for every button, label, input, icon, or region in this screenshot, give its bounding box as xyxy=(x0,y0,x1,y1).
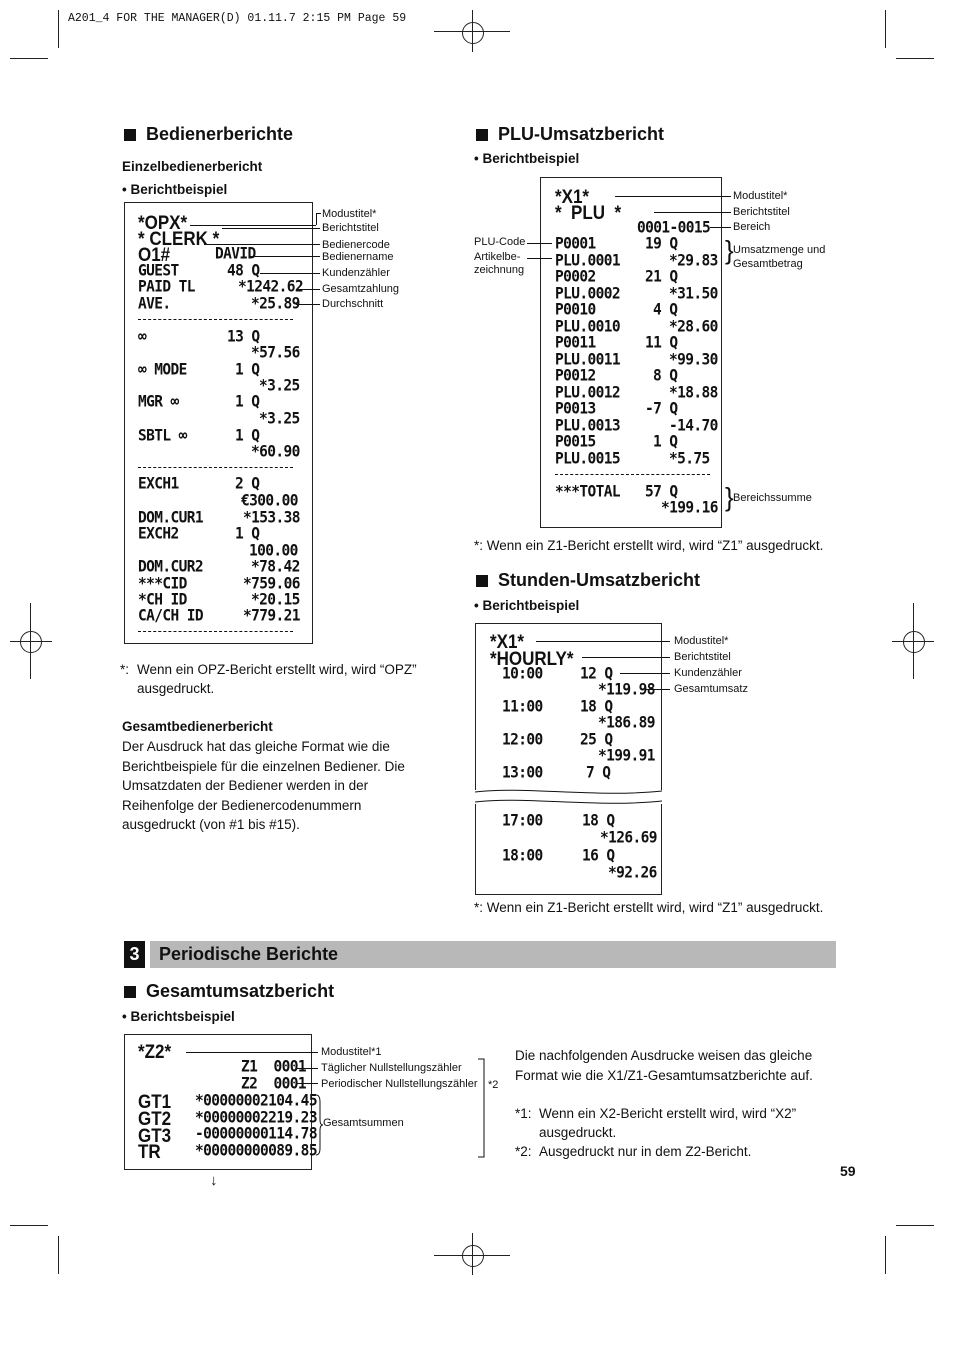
receipt-line: 11 Q xyxy=(645,334,678,352)
receipt-line: *31.50 xyxy=(669,285,718,303)
square-bullet-icon xyxy=(124,129,136,141)
hourly-receipt xyxy=(475,623,662,895)
label-durchschnitt: Durchschnitt xyxy=(322,298,384,310)
receipt-line: 1 Q xyxy=(653,433,678,451)
receipt-line: DOM.CUR2 xyxy=(138,558,204,576)
receipt-line: P0012 xyxy=(555,367,596,385)
callout-line xyxy=(260,273,320,274)
note-text: ausgedruckt. xyxy=(137,681,215,696)
crop-mark xyxy=(10,1225,48,1226)
registration-line xyxy=(434,31,510,32)
section-title-stunden xyxy=(476,570,700,591)
section-title-bedienerberichte xyxy=(124,124,293,145)
receipt-line: PLU.0010 xyxy=(555,318,621,336)
receipt-line: 100.00 xyxy=(249,542,298,560)
receipt-divider xyxy=(555,474,710,475)
receipt-line: -00000000114.78 xyxy=(195,1125,317,1143)
receipt-line: *28.60 xyxy=(669,318,718,336)
label-modustitel: Modustitel*1 xyxy=(321,1046,382,1058)
plu-receipt xyxy=(540,177,722,528)
receipt-line: 17:00 xyxy=(502,812,543,830)
receipt-line: Z1 0001 xyxy=(241,1058,307,1076)
receipt-line: *25.89 xyxy=(251,295,300,313)
section-title-plu xyxy=(476,124,664,145)
label-bereichssumme: Bereichssumme xyxy=(733,492,812,504)
z2-receipt xyxy=(124,1034,317,1170)
receipt-line: 4 Q xyxy=(653,301,678,319)
receipt-divider xyxy=(138,631,293,632)
bullet-berichtbeispiel: • Berichtbeispiel xyxy=(474,598,580,613)
registration-mark xyxy=(20,631,42,653)
label-modustitel: Modustitel* xyxy=(322,208,377,220)
callout-line xyxy=(186,1052,318,1053)
receipt-line: *29.83 xyxy=(669,252,718,270)
receipt-line: DAVID xyxy=(215,245,256,263)
receipt-line: *3.25 xyxy=(259,377,300,395)
paragraph-line: Format wie die X1/Z1-Gesamtumsatzberichte auf. xyxy=(515,1067,813,1083)
label-bedienername: Bedienername xyxy=(322,251,394,263)
note-text: Wenn ein OPZ-Bericht erstellt wird, wird “OPZ” xyxy=(137,662,417,677)
section-number: 3 xyxy=(124,941,145,968)
receipt-line: 2 Q xyxy=(235,475,260,493)
receipt-line: *OPX* xyxy=(138,212,188,234)
receipt-line: 57 Q xyxy=(645,483,678,501)
hourly-note: *: Wenn ein Z1-Bericht erstellt wird, wird “Z1” ausgedruckt. xyxy=(474,900,824,915)
label-star2: *2 xyxy=(488,1079,499,1091)
label-plu-code: PLU-Code xyxy=(474,236,526,248)
receipt-line: * PLU * xyxy=(555,202,622,224)
square-bullet-icon xyxy=(476,575,488,587)
receipt-line: *779.21 xyxy=(243,607,300,625)
receipt-line: PLU.0015 xyxy=(555,450,621,468)
callout-line xyxy=(296,304,320,305)
label-bereich: Bereich xyxy=(733,221,771,233)
crop-mark xyxy=(58,10,59,48)
paragraph-line: Umsatzdaten der Bediener werden in der xyxy=(122,778,369,793)
registration-mark xyxy=(462,1245,484,1267)
paragraph-line: ausgedruckt (von #1 bis #15). xyxy=(122,817,300,832)
receipt-line: O1# xyxy=(138,244,171,266)
receipt-line: *99.30 xyxy=(669,351,718,369)
gesamt-body xyxy=(515,1046,813,1085)
receipt-line: *20.15 xyxy=(251,591,300,609)
callout-line xyxy=(250,256,320,257)
callout-line xyxy=(646,689,670,690)
receipt-line: *00000002104.45 xyxy=(195,1092,317,1110)
receipt-line: GT2 xyxy=(138,1108,172,1130)
registration-mark xyxy=(462,22,484,44)
crop-mark xyxy=(58,1236,59,1274)
bullet-berichtbeispiel: • Berichtbeispiel xyxy=(122,182,228,197)
receipt-line: *78.42 xyxy=(251,558,300,576)
receipt-line: SBTL ∞ xyxy=(138,427,187,445)
receipt-line: *199.91 xyxy=(598,747,655,765)
callout-line xyxy=(222,228,320,229)
callout-line xyxy=(316,213,317,225)
receipt-line: PLU.0012 xyxy=(555,384,621,402)
receipt-line: *153.38 xyxy=(243,509,300,527)
receipt-line: 13 Q xyxy=(227,328,260,346)
receipt-line: GT1 xyxy=(138,1091,172,1113)
receipt-line: P0010 xyxy=(555,301,596,319)
receipt-line: 25 Q xyxy=(580,731,613,749)
receipt-line: *00000002219.23 xyxy=(195,1109,317,1127)
label-gesamtsummen: Gesamtsummen xyxy=(323,1117,404,1129)
label-berichtstitel: Berichtstitel xyxy=(322,222,379,234)
label-berichtstitel: Berichtstitel xyxy=(733,206,790,218)
receipt-line: 48 Q xyxy=(227,262,260,280)
callout-line xyxy=(296,289,320,290)
label-umsatzmenge: Umsatzmenge und xyxy=(733,244,826,256)
subtitle-einzel: Einzelbedienerbericht xyxy=(122,159,263,174)
receipt-line: *759.06 xyxy=(243,575,300,593)
receipt-line: DOM.CUR1 xyxy=(138,509,204,527)
receipt-line: PLU.0001 xyxy=(555,252,621,270)
receipt-line: *1242.62 xyxy=(238,278,304,296)
callout-line xyxy=(296,1083,318,1084)
receipt-line: *92.26 xyxy=(608,864,657,882)
label-berichtstitel: Berichtstitel xyxy=(674,651,731,663)
note-star: *: xyxy=(120,662,130,677)
receipt-line: *57.56 xyxy=(251,344,300,362)
square-bullet-icon xyxy=(476,129,488,141)
bracket-icon xyxy=(477,1058,489,1158)
receipt-line: *CH ID xyxy=(138,591,187,609)
receipt-line: 18 Q xyxy=(582,812,615,830)
receipt-line: 16 Q xyxy=(582,847,615,865)
registration-line xyxy=(472,1233,473,1275)
label-gesamtbetrag: Gesamtbetrag xyxy=(733,258,803,270)
registration-mark xyxy=(903,631,925,653)
receipt-line: 10:00 xyxy=(502,665,543,683)
tear-mark-icon xyxy=(475,786,662,808)
receipt-line: 13:00 xyxy=(502,764,543,782)
receipt-divider xyxy=(138,319,293,320)
label-gesamtzahlung: Gesamtzahlung xyxy=(322,283,400,295)
receipt-line: PLU.0013 xyxy=(555,417,621,435)
label-zeichnung: zeichnung xyxy=(474,264,525,276)
receipt-line: P0013 xyxy=(555,400,596,418)
receipt-line: €300.00 xyxy=(241,492,298,510)
clerk-receipt xyxy=(124,202,313,644)
crop-mark xyxy=(896,58,934,59)
receipt-line: CA/CH ID xyxy=(138,607,204,625)
receipt-line: ***CID xyxy=(138,575,187,593)
label-taeglicher-zaehler: Täglicher Nullstellungszähler xyxy=(321,1062,462,1074)
note1-star: *1: xyxy=(515,1106,532,1121)
receipt-line: *119.98 xyxy=(598,681,655,699)
receipt-line: P0002 xyxy=(555,268,596,286)
callout-line xyxy=(582,657,670,658)
receipt-line: *18.88 xyxy=(669,384,718,402)
callout-line xyxy=(654,212,731,213)
arrow-down-icon: ↓ xyxy=(210,1172,218,1189)
plu-note: *: Wenn ein Z1-Bericht erstellt wird, wird “Z1” ausgedruckt. xyxy=(474,538,824,553)
receipt-line: 18:00 xyxy=(502,847,543,865)
receipt-line: *199.16 xyxy=(661,499,718,517)
callout-line xyxy=(527,243,552,244)
gesamt-paragraph xyxy=(122,737,442,835)
receipt-line: TR xyxy=(138,1141,161,1163)
brace-icon: } xyxy=(725,235,734,265)
callout-line xyxy=(536,641,670,642)
receipt-line: 1 Q xyxy=(235,525,260,543)
receipt-line: MGR ∞ xyxy=(138,393,179,411)
registration-line xyxy=(10,641,52,642)
receipt-line: 12 Q xyxy=(580,665,613,683)
subtitle-gesamtbediener: Gesamtbedienerbericht xyxy=(122,719,273,734)
receipt-line: AVE. xyxy=(138,295,171,313)
callout-line xyxy=(316,213,321,214)
crop-mark xyxy=(896,1225,934,1226)
receipt-line: * CLERK * xyxy=(138,228,220,250)
receipt-line: ***TOTAL xyxy=(555,483,621,501)
label-artikelbe: Artikelbe- xyxy=(474,251,521,263)
section-title: Periodische Berichte xyxy=(159,944,339,964)
bullet-berichtsbeispiel: • Berichtsbeispiel xyxy=(122,1009,235,1024)
receipt-line: 7 Q xyxy=(586,764,611,782)
note1-text: Wenn ein X2-Bericht erstellt wird, wird “X2” xyxy=(539,1106,797,1121)
receipt-line: EXCH1 xyxy=(138,475,179,493)
receipt-line: -7 Q xyxy=(645,400,678,418)
section-title-gesamtumsatz xyxy=(124,981,334,1002)
receipt-line: *5.75 xyxy=(669,450,710,468)
receipt-line: -14.70 xyxy=(669,417,718,435)
receipt-line: P0015 xyxy=(555,433,596,451)
title-text: Bedienerberichte xyxy=(146,124,294,144)
receipt-line: ∞ xyxy=(138,328,147,346)
label-kundenzaehler: Kundenzähler xyxy=(322,267,390,279)
receipt-line: *X1* xyxy=(490,631,525,653)
label-kundenzaehler: Kundenzähler xyxy=(674,667,742,679)
receipt-line: *126.69 xyxy=(600,829,657,847)
callout-line xyxy=(190,225,316,226)
receipt-line: *186.89 xyxy=(598,714,655,732)
receipt-line: PLU.0011 xyxy=(555,351,621,369)
receipt-line: 0001-0015 xyxy=(637,219,711,237)
label-gesamtumsatz: Gesamtumsatz xyxy=(674,683,748,695)
crop-mark xyxy=(10,58,48,59)
receipt-line: PLU.0002 xyxy=(555,285,621,303)
print-header: A201_4 FOR THE MANAGER(D) 01.11.7 2:15 PM Page 59 xyxy=(68,12,407,25)
receipt-line: 19 Q xyxy=(645,235,678,253)
receipt-line: *X1* xyxy=(555,186,590,208)
registration-line xyxy=(434,1255,510,1256)
note2-text: Ausgedruckt nur in dem Z2-Bericht. xyxy=(539,1144,752,1159)
receipt-line: *60.90 xyxy=(251,443,300,461)
callout-line xyxy=(527,258,552,259)
receipt-line: 11:00 xyxy=(502,698,543,716)
callout-line xyxy=(710,227,731,228)
paragraph-line: Berichtbeispiele für die einzelnen Bediener. Die xyxy=(122,758,405,774)
brace-icon: } xyxy=(725,482,734,512)
receipt-line: 1 Q xyxy=(235,361,260,379)
receipt-line: P0011 xyxy=(555,334,596,352)
paragraph-line: Reihenfolge der Bedienercodenummern xyxy=(122,797,362,813)
label-periodischer-zaehler: Periodischer Nullstellungszähler xyxy=(321,1078,478,1090)
receipt-line: Z2 0001 xyxy=(241,1075,307,1093)
note1-text: ausgedruckt. xyxy=(539,1125,617,1140)
receipt-line: *3.25 xyxy=(259,410,300,428)
paragraph-line: Die nachfolgenden Ausdrucke weisen das gleiche xyxy=(515,1048,813,1063)
receipt-line: *00000000089.85 xyxy=(195,1142,317,1160)
receipt-line: 21 Q xyxy=(645,268,678,286)
label-bedienercode: Bedienercode xyxy=(322,239,390,251)
receipt-line: *HOURLY* xyxy=(490,648,574,670)
title-text: PLU-Umsatzbericht xyxy=(498,124,665,144)
label-modustitel: Modustitel* xyxy=(733,190,788,202)
receipt-line: P0001 xyxy=(555,235,596,253)
receipt-line: *Z2* xyxy=(138,1041,172,1063)
bullet-berichtbeispiel: • Berichtbeispiel xyxy=(474,151,580,166)
crop-mark xyxy=(885,10,886,48)
receipt-line: ∞ MODE xyxy=(138,361,187,379)
receipt-line: 1 Q xyxy=(235,427,260,445)
receipt-line: GT3 xyxy=(138,1125,172,1147)
title-text: Stunden-Umsatzbericht xyxy=(498,570,701,590)
callout-line xyxy=(296,1068,318,1069)
note2-star: *2: xyxy=(515,1144,532,1159)
title-text: Gesamtumsatzbericht xyxy=(146,981,335,1001)
receipt-divider xyxy=(138,467,293,468)
callout-line xyxy=(615,196,731,197)
square-bullet-icon xyxy=(124,986,136,998)
receipt-line: 12:00 xyxy=(502,731,543,749)
registration-line xyxy=(892,641,934,642)
callout-line xyxy=(620,673,670,674)
receipt-line: 18 Q xyxy=(580,698,613,716)
receipt-line: 8 Q xyxy=(653,367,678,385)
receipt-line: 1 Q xyxy=(235,393,260,411)
receipt-line: EXCH2 xyxy=(138,525,179,543)
page-number: 59 xyxy=(840,1163,856,1179)
crop-mark xyxy=(885,1236,886,1274)
receipt-line: GUEST xyxy=(138,262,179,280)
receipt-line: PAID TL xyxy=(138,278,195,296)
callout-line xyxy=(204,244,320,245)
label-modustitel: Modustitel* xyxy=(674,635,729,647)
paragraph-line: Der Ausdruck hat das gleiche Format wie die xyxy=(122,739,390,754)
